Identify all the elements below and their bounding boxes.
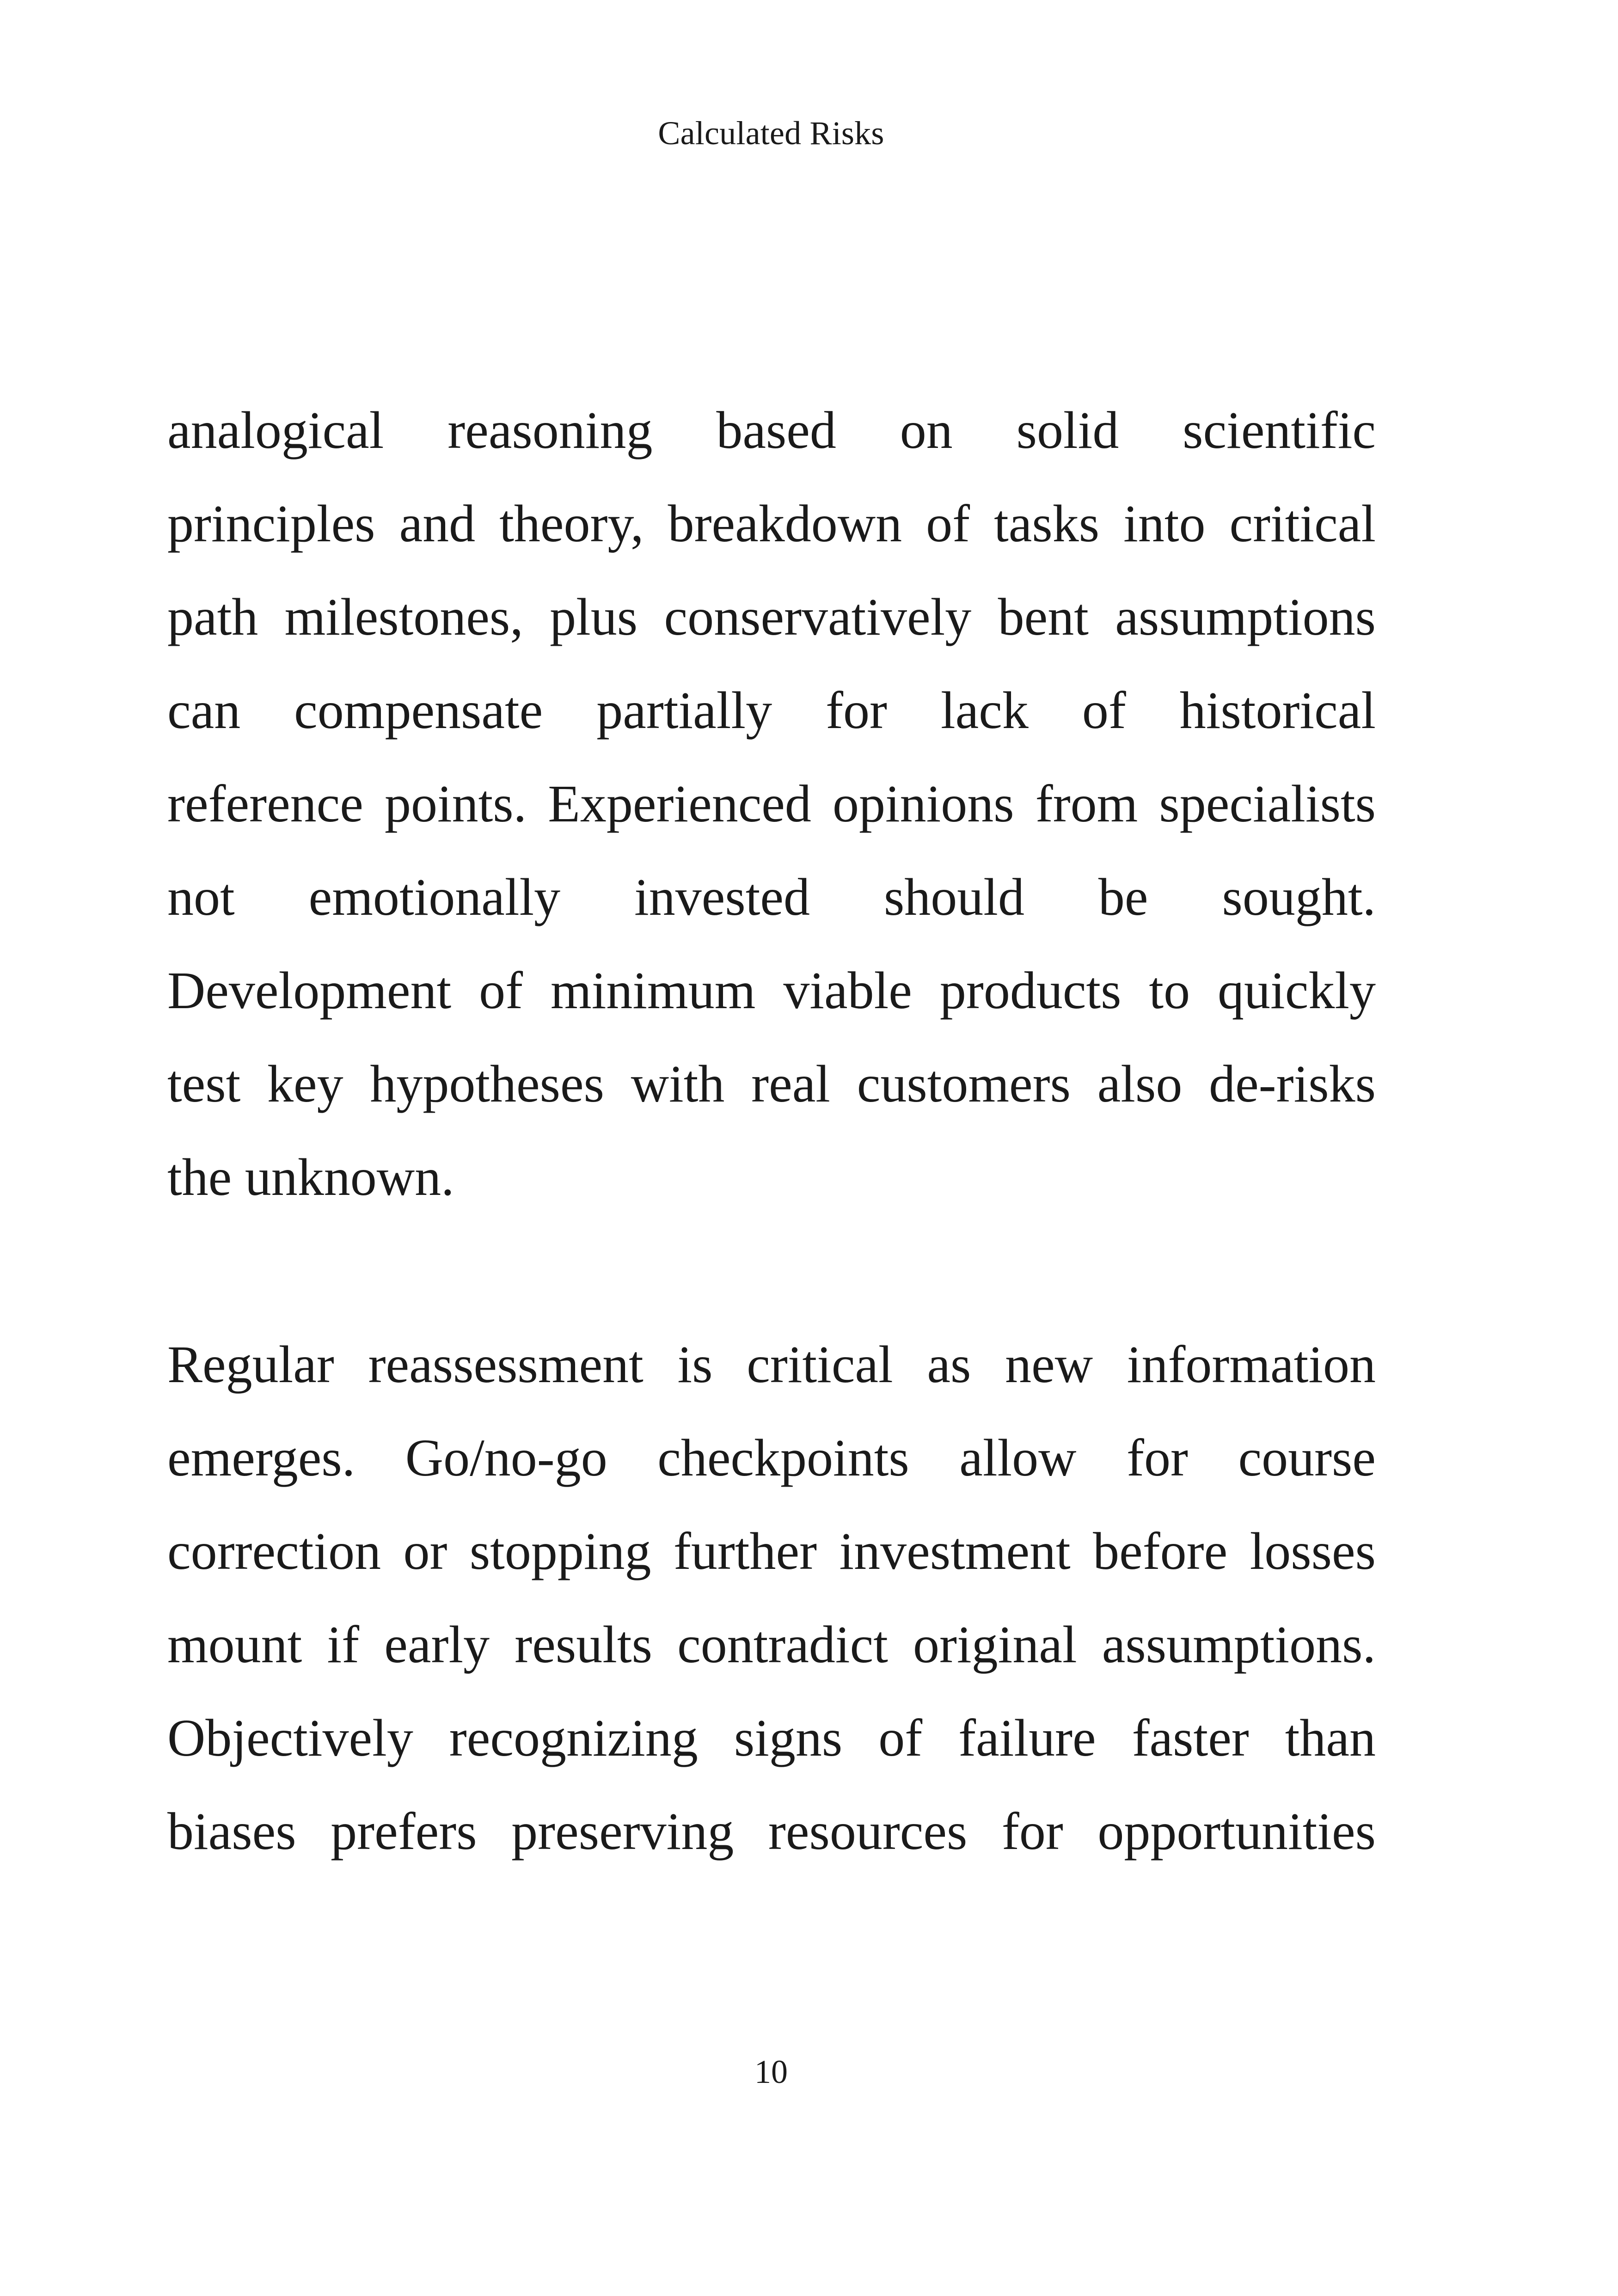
text-line: mount if early results contradict original assumptions. <box>167 1615 1376 1674</box>
text-line: reference points. Experienced opinions from specialists <box>167 774 1376 833</box>
text-line: Regular reassessment is critical as new information <box>167 1335 1376 1394</box>
text-line: principles and theory, breakdown of tasks into critical <box>167 494 1376 553</box>
text-line: emerges. Go/no-go checkpoints allow for course <box>167 1428 1376 1487</box>
text-line: Development of minimum viable products to quickly <box>167 961 1376 1020</box>
paragraph-2 <box>167 1318 1376 1878</box>
text-line: correction or stopping further investment before losses <box>167 1522 1376 1580</box>
text-line: analogical reasoning based on solid scientific <box>167 401 1376 459</box>
text-line: test key hypotheses with real customers also de-risks <box>167 1054 1376 1113</box>
text-line: path milestones, plus conservatively bent assumptions <box>167 588 1376 646</box>
text-line: biases prefers preserving resources for opportunities <box>167 1802 1376 1861</box>
text-line: not emotionally invested should be sought. <box>167 868 1376 926</box>
text-line: can compensate partially for lack of historical <box>167 681 1376 740</box>
paragraph-1 <box>167 384 1376 1224</box>
paragraph-gap <box>167 1224 1376 1318</box>
text-line: Objectively recognizing signs of failure faster than <box>167 1708 1376 1767</box>
running-header-title: Calculated Risks <box>658 115 884 152</box>
page-number: 10 <box>754 2053 788 2090</box>
body-text <box>167 384 1376 1878</box>
text-line: the unknown. <box>167 1148 454 1206</box>
